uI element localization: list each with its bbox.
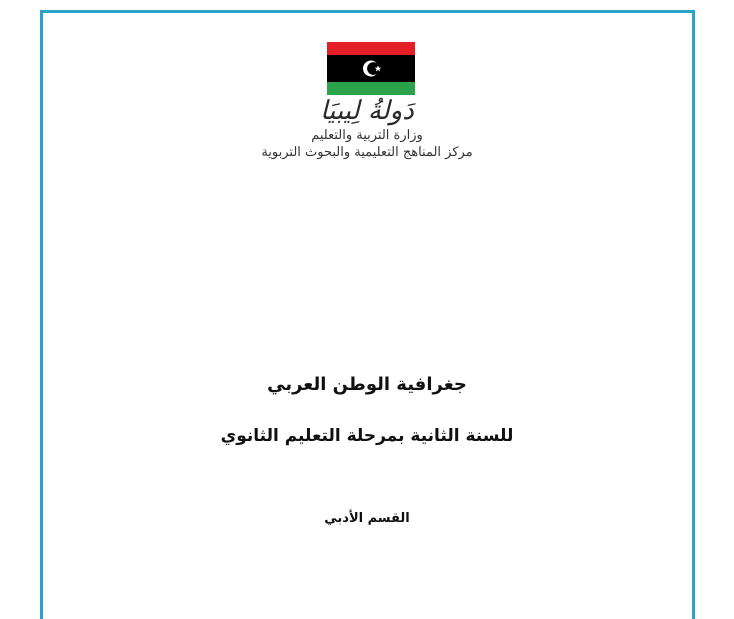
crescent-star-icon <box>327 55 415 82</box>
book-title: جغرافية الوطن العربي <box>267 374 467 395</box>
book-subtitle: للسنة الثانية بمرحلة التعليم الثانوي <box>220 426 514 446</box>
flag-green-band <box>327 82 415 95</box>
state-name-calligraphy: دَولةُ لِيبيَا <box>320 96 414 126</box>
ministry-name: وزارة التربية والتعليم <box>311 128 423 143</box>
libya-flag <box>327 42 415 95</box>
flag-black-band <box>327 55 415 82</box>
flag-red-band <box>327 42 415 55</box>
curriculum-center-name: مركز المناهج التعليمية والبحوث التربوية <box>261 145 473 160</box>
book-section: القسم الأدبي <box>324 511 410 526</box>
